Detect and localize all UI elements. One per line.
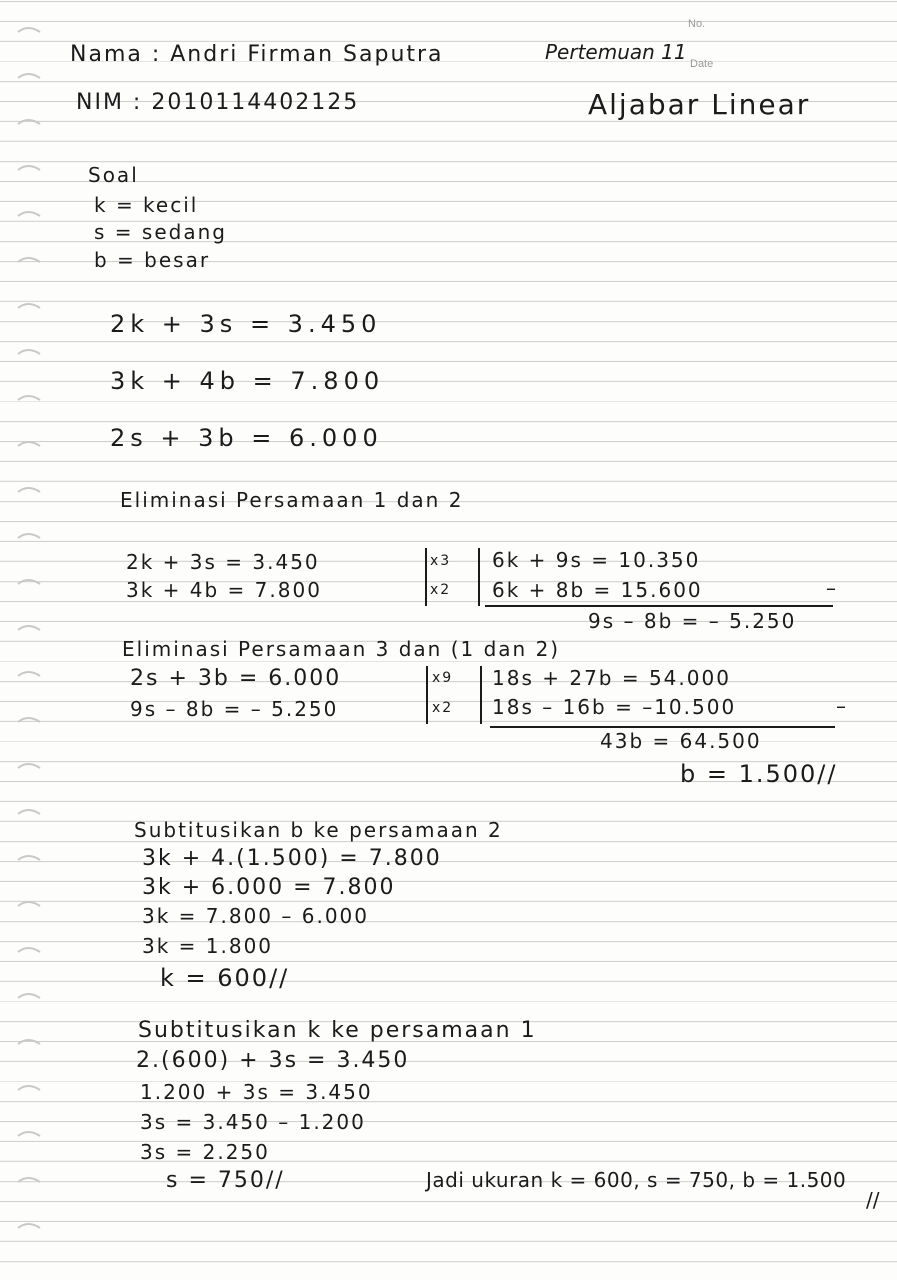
elim1-row1-right: 6k + 9s = 10.350 — [492, 548, 701, 572]
elim1-sum-line — [485, 605, 833, 607]
elimination-1-heading: Eliminasi Persamaan 1 dan 2 — [120, 488, 464, 512]
subst2-line-5: s = 750// — [166, 1168, 285, 1193]
elim1-result: 9s – 8b = – 5.250 — [588, 609, 797, 633]
elim2-row1-right: 18s + 27b = 54.000 — [492, 666, 731, 690]
elim1-divider-right — [478, 548, 480, 606]
elim2-row1-left: 2s + 3b = 6.000 — [130, 666, 342, 691]
no-label: No. — [688, 18, 706, 30]
elim2-row2-left: 9s – 8b = – 5.250 — [130, 697, 339, 721]
elimination-2-heading: Eliminasi Persamaan 3 dan (1 dan 2) — [122, 637, 561, 661]
subst2-line-3: 3s = 3.450 – 1.200 — [140, 1110, 366, 1134]
elim2-row1-multiplier: x9 — [432, 670, 454, 686]
subst2-line-2: 1.200 + 3s = 3.450 — [140, 1080, 373, 1104]
course-title: Aljabar Linear — [588, 88, 811, 121]
var-b: b = besar — [94, 248, 211, 272]
substitution-1-heading: Subtitusikan b ke persamaan 2 — [134, 818, 503, 842]
subst1-line-5: k = 600// — [160, 964, 290, 992]
elim2-row2-multiplier: x2 — [432, 700, 454, 716]
subst1-line-1: 3k + 4.(1.500) = 7.800 — [142, 846, 442, 871]
var-k: k = kecil — [94, 193, 199, 217]
subst2-line-4: 3s = 2.250 — [140, 1140, 270, 1164]
elim2-result-1: 43b = 64.500 — [600, 729, 762, 753]
student-nim: NIM : 2010114402125 — [76, 90, 360, 115]
elim1-row2-multiplier: x2 — [430, 582, 452, 598]
substitution-2-heading: Subtitusikan k ke persamaan 1 — [138, 1018, 537, 1043]
subst1-line-2: 3k + 6.000 = 7.800 — [142, 875, 396, 900]
conclusion-mark: // — [866, 1188, 880, 1212]
elim2-divider-right — [480, 666, 482, 724]
binder-holes — [0, 0, 60, 1280]
conclusion-text: Jadi ukuran k = 600, s = 750, b = 1.500 — [426, 1168, 847, 1192]
elim1-row2-left: 3k + 4b = 7.800 — [126, 578, 322, 602]
elim1-row1-multiplier: x3 — [430, 553, 452, 569]
equation-2: 3k + 4b = 7.800 — [110, 367, 385, 395]
soal-heading: Soal — [88, 163, 139, 187]
elim1-row1-left: 2k + 3s = 3.450 — [126, 550, 320, 574]
elim2-minus-sign: – — [836, 694, 848, 718]
subst1-line-4: 3k = 1.800 — [142, 934, 274, 958]
equation-3: 2s + 3b = 6.000 — [110, 424, 383, 452]
meeting-number: Pertemuan 11 — [545, 40, 687, 64]
date-label: Date — [690, 58, 714, 70]
elim2-row2-right: 18s – 16b = –10.500 — [492, 695, 737, 719]
elim2-sum-line — [490, 726, 835, 728]
elim1-divider-left — [425, 548, 427, 606]
elim2-divider-left — [426, 666, 428, 724]
equation-1: 2k + 3s = 3.450 — [110, 310, 382, 338]
subst1-line-3: 3k = 7.800 – 6.000 — [142, 904, 370, 928]
elim1-row2-right: 6k + 8b = 15.600 — [492, 578, 703, 602]
elim2-result-2: b = 1.500// — [680, 760, 838, 788]
student-name: Nama : Andri Firman Saputra — [70, 42, 444, 67]
subst2-line-1: 2.(600) + 3s = 3.450 — [136, 1048, 410, 1073]
elim1-minus-sign: – — [826, 576, 838, 600]
var-s: s = sedang — [94, 220, 227, 244]
